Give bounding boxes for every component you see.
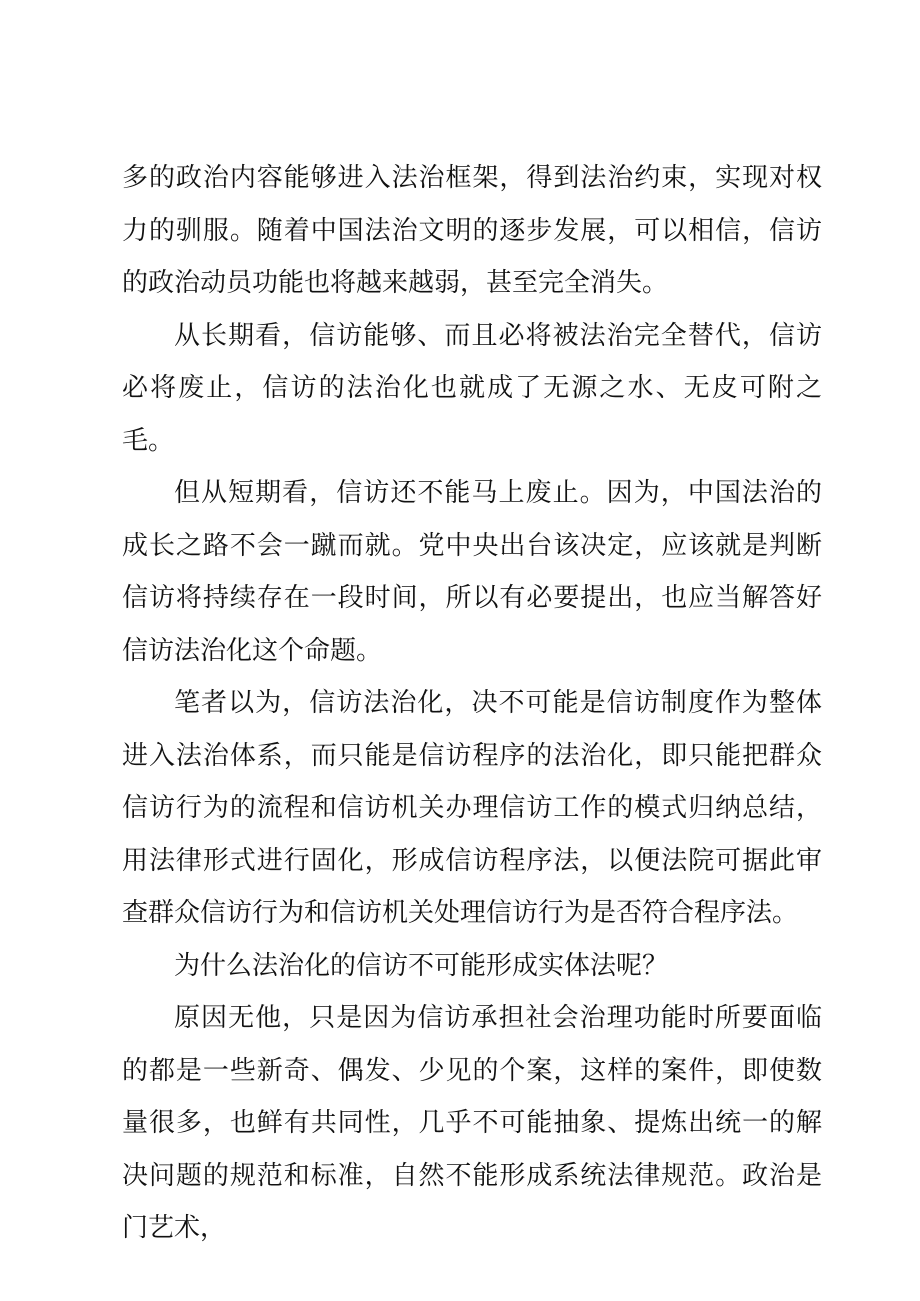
paragraph-author-view: 笔者以为，信访法治化，决不可能是信访制度作为整体进入法治体系，而只能是信访程序的法治化，即只能把群众信访行为的流程和信访机关办理信访工作的模式归纳总结，用法律形式进行固化，形成信访程序法，以便法院可据此审查群众信访行为和信访机关处理信访行为是否符合程序法。 xyxy=(122,688,822,928)
paragraph-question: 为什么法治化的信访不可能形成实体法呢？ xyxy=(174,950,669,981)
document-body xyxy=(122,152,822,1255)
paragraph-short-term: 但从短期看，信访还不能马上废止。因为，中国法治的成长之路不会一蹴而就。党中央出台该决定，应该就是判断信访将持续存在一段时间，所以有必要提出，也应当解答好信访法治化这个命题。 xyxy=(122,478,822,666)
paragraph-long-term: 从长期看，信访能够、而且必将被法治完全替代，信访必将废止，信访的法治化也就成了无源之水、无皮可附之毛。 xyxy=(122,320,822,456)
paragraph-reason: 原因无他，只是因为信访承担社会治理功能时所要面临的都是一些新奇、偶发、少见的个案，这样的案件，即使数量很多，也鲜有共同性，几乎不可能抽象、提炼出统一的解决问题的规范和标准，自然不能形成系统法律规范。政治是门艺术， xyxy=(122,1003,822,1243)
paragraph-continuation: 多的政治内容能够进入法治框架，得到法治约束，实现对权力的驯服。随着中国法治文明的逐步发展，可以相信，信访的政治动员功能也将越来越弱，甚至完全消失。 xyxy=(122,163,822,298)
